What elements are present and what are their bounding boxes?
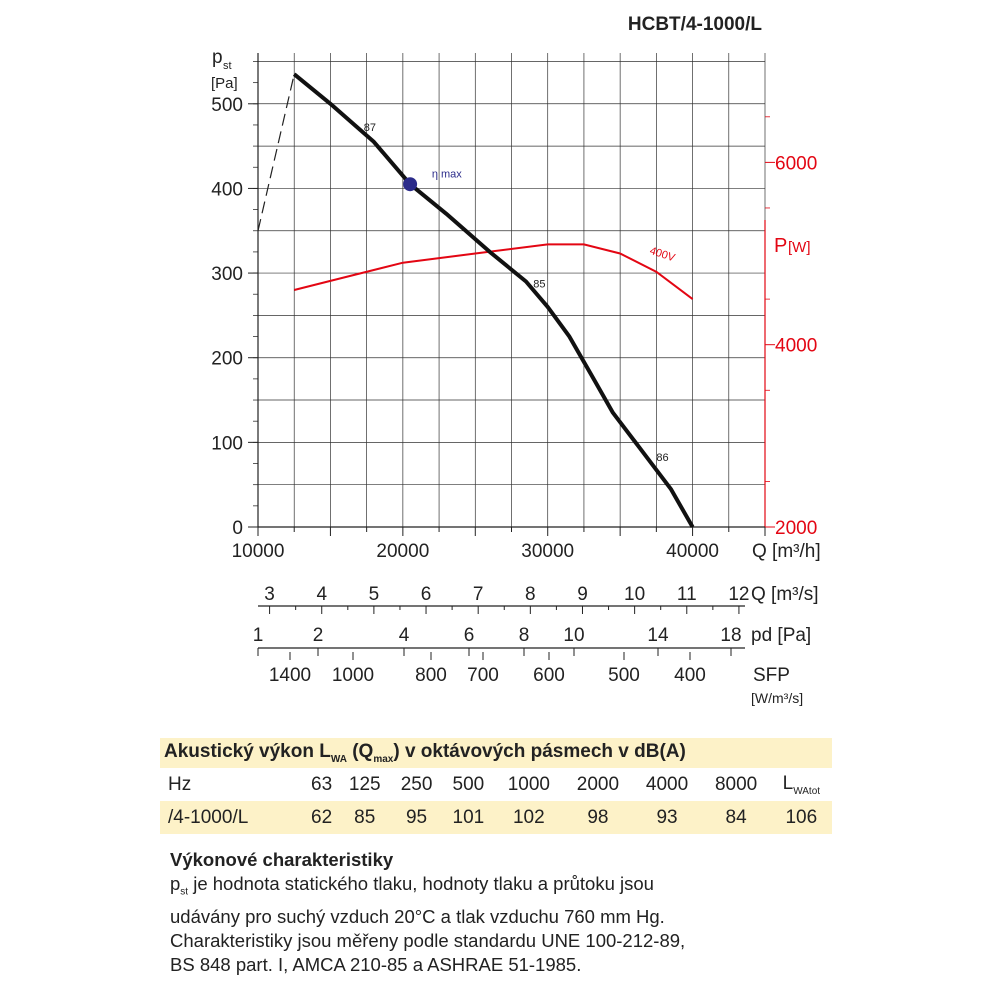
right-tick-label: 4000 <box>775 335 818 357</box>
qs-tick-label: 9 <box>577 584 588 605</box>
band-1000: 1000 <box>507 773 550 795</box>
band-2000: 2000 <box>576 773 620 795</box>
qs-tick-label: 7 <box>472 584 484 605</box>
x-tick-label: 20000 <box>376 541 430 562</box>
grid <box>258 53 765 527</box>
left-tick-label: 500 <box>211 94 243 116</box>
qs-tick-label: 11 <box>676 584 697 605</box>
value-7: 84 <box>702 801 771 834</box>
right-tick-label: 2000 <box>775 518 818 539</box>
annotation-4: 400V <box>648 244 677 265</box>
sfp-tick-label: 1000 <box>331 665 375 686</box>
hz-row <box>160 768 832 801</box>
qs-tick-label: 10 <box>624 584 646 605</box>
left-axis-label-sub: st <box>223 60 232 72</box>
value-5: 98 <box>563 801 632 834</box>
x-tick-label: 10000 <box>231 541 285 562</box>
left-tick-label: 200 <box>211 348 243 370</box>
axes <box>211 0 821 562</box>
sfp-tick-label: 700 <box>467 665 499 686</box>
row-label: /4-1000/L <box>160 801 304 834</box>
value-3: 101 <box>442 801 494 834</box>
sfp-tick-label: 600 <box>533 665 565 686</box>
pst-line <box>294 74 692 527</box>
x-tick-label: 40000 <box>666 541 719 562</box>
qs-tick-label: 4 <box>316 584 328 605</box>
left-tick-label: 400 <box>211 179 243 201</box>
acoustic-title: Akustický výkon $L_{WA}$ $(Q_{max})$ v oktávových pásmech v dB(A) <box>160 738 832 768</box>
left-tick-label: 0 <box>232 518 243 539</box>
pd-tick-label: 4 <box>398 625 410 646</box>
value-2: 95 <box>391 801 443 834</box>
total-label: $L_{WAtot}$ <box>782 772 821 797</box>
sfp-axis-unit: [W/m³/s] <box>751 690 804 706</box>
qs-tick-label: 6 <box>420 584 432 605</box>
right-axis-unit: [W] <box>788 239 811 256</box>
performance-line-2: udávány pro suchý vzduch 20°C a tlak vzduchu 760 mm Hg. <box>170 905 665 927</box>
pd-tick-label: 18 <box>720 625 742 646</box>
sfp-tick-label: 800 <box>415 665 447 686</box>
left-tick-label: 300 <box>211 264 243 286</box>
band-4000: 4000 <box>645 773 689 795</box>
annotation-0: 87 <box>363 121 376 134</box>
value-row <box>160 801 832 834</box>
performance-line-1: $p_{st}$ je hodnota statického tlaku, hodnoty tlaku a průtoku jsou <box>170 873 654 898</box>
annotation-2: 86 <box>656 451 669 464</box>
value-1: 85 <box>339 801 391 834</box>
band-63: 63 <box>311 773 333 795</box>
band-250: 250 <box>400 773 433 795</box>
pd-tick-label: 6 <box>463 625 475 646</box>
qs-axis-label: Q [m³/s] <box>751 584 819 605</box>
pd-axis-label: pd [Pa] <box>751 625 812 646</box>
pd-tick-label: 8 <box>518 625 530 646</box>
pd-tick-label: 10 <box>563 625 585 646</box>
left-axis-unit: [Pa] <box>211 75 238 92</box>
eta-max-point <box>403 177 417 191</box>
pd-tick-label: 1 <box>252 625 264 646</box>
left-tick-label: 100 <box>211 433 243 455</box>
right-tick-label: 6000 <box>775 153 818 175</box>
annotation-3: η max <box>431 168 462 181</box>
x-axis-label: Q [m³/h] <box>752 541 821 562</box>
performance-notes <box>170 848 810 977</box>
acoustic-table <box>160 738 832 834</box>
pd-tick-label: 2 <box>312 625 324 646</box>
sfp-tick-label: 400 <box>674 665 706 686</box>
pst-unstable-line <box>258 74 294 231</box>
left-axis-label: p <box>212 47 223 68</box>
sfp-tick-label: 1400 <box>268 665 312 686</box>
sfp-tick-label: 500 <box>608 665 640 686</box>
band-8000: 8000 <box>714 773 758 795</box>
qs-tick-label: 12 <box>728 584 750 605</box>
performance-line-4: BS 848 part. I, AMCA 210-85 a ASHRAE 51-1985. <box>170 953 582 975</box>
model-title: HCBT/4-1000/L <box>627 14 762 35</box>
qs-tick-label: 3 <box>264 584 275 605</box>
sfp-axis-label: SFP <box>753 665 790 686</box>
value-0: 62 <box>304 801 339 834</box>
annotation-1: 85 <box>533 278 546 291</box>
value-6: 93 <box>632 801 701 834</box>
hz-label: Hz <box>168 773 192 795</box>
performance-title: Výkonové charakteristiky <box>170 849 394 870</box>
right-axis-label: P <box>774 235 788 257</box>
performance-line-3: Charakteristiky jsou měřeny podle standardu UNE 100-212-89, <box>170 929 686 951</box>
value-8: 106 <box>771 801 832 834</box>
pd-tick-label: 14 <box>647 625 669 646</box>
value-4: 102 <box>494 801 563 834</box>
x-tick-label: 30000 <box>521 541 575 562</box>
qs-tick-label: 8 <box>525 584 536 605</box>
qs-tick-label: 5 <box>368 584 380 605</box>
secondary-scales <box>253 584 819 706</box>
band-125: 125 <box>348 773 381 795</box>
band-500: 500 <box>452 773 485 795</box>
